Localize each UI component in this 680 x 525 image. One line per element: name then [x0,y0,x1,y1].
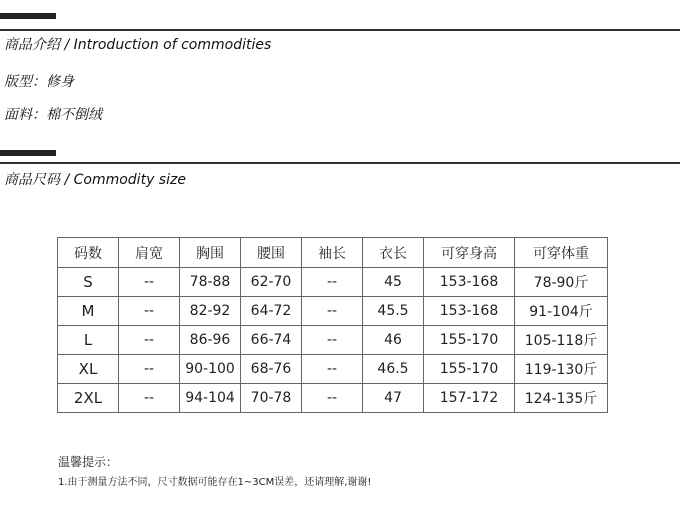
section-divider [0,29,680,31]
table-cell: 46.5 [363,355,424,384]
table-cell: -- [119,268,180,297]
table-cell: 91-104斤 [515,297,608,326]
table-cell: 62-70 [241,268,302,297]
table-cell: 78-88 [180,268,241,297]
table-cell: -- [119,355,180,384]
header-waist: 腰围 [241,238,302,268]
table-row [58,384,608,413]
table-cell: -- [119,384,180,413]
size-cell: 2XL [58,384,119,413]
table-cell: 70-78 [241,384,302,413]
table-cell: 47 [363,384,424,413]
table-cell: -- [302,326,363,355]
table-cell: 153-168 [424,268,515,297]
table-cell: -- [302,355,363,384]
table-cell: -- [302,384,363,413]
table-cell: 66-74 [241,326,302,355]
section-accent-bar [0,150,56,156]
section-divider [0,162,680,164]
table-cell: -- [119,297,180,326]
table-row [58,297,608,326]
header-shoulder: 肩宽 [119,238,180,268]
size-cell: M [58,297,119,326]
table-cell: 64-72 [241,297,302,326]
table-cell: 82-92 [180,297,241,326]
fabric: 面料：棉不倒绒 [4,107,102,123]
size-cell: XL [58,355,119,384]
table-cell: 78-90斤 [515,268,608,297]
tips-text: 1.由于测量方法不同，尺寸数据可能存在1~3CM误差，还请理解,谢谢! [58,477,372,488]
table-cell: 155-170 [424,326,515,355]
size-table [57,237,608,413]
table-cell: 119-130斤 [515,355,608,384]
size-cell: L [58,326,119,355]
fit-type: 版型：修身 [4,74,74,90]
table-cell: 124-135斤 [515,384,608,413]
header-chest: 胸围 [180,238,241,268]
section-accent-bar [0,13,56,19]
table-cell: 90-100 [180,355,241,384]
table-row [58,268,608,297]
table-cell: 45.5 [363,297,424,326]
header-size: 码数 [58,238,119,268]
table-cell: 86-96 [180,326,241,355]
table-cell: 68-76 [241,355,302,384]
table-cell: -- [302,268,363,297]
table-cell: 155-170 [424,355,515,384]
tips-title: 温馨提示： [58,455,119,469]
intro-heading: 商品介绍 / Introduction of commodities [4,37,272,53]
table-cell: 153-168 [424,297,515,326]
table-row [58,326,608,355]
table-cell: -- [302,297,363,326]
header-sleeve: 袖长 [302,238,363,268]
header-weight: 可穿体重 [515,238,608,268]
table-cell: 157-172 [424,384,515,413]
table-cell: -- [119,326,180,355]
size-heading: 商品尺码 / Commodity size [4,172,186,188]
table-cell: 45 [363,268,424,297]
size-table-header-row [58,238,608,268]
table-cell: 94-104 [180,384,241,413]
table-cell: 105-118斤 [515,326,608,355]
table-row [58,355,608,384]
header-height: 可穿身高 [424,238,515,268]
table-cell: 46 [363,326,424,355]
size-cell: S [58,268,119,297]
header-length: 衣长 [363,238,424,268]
